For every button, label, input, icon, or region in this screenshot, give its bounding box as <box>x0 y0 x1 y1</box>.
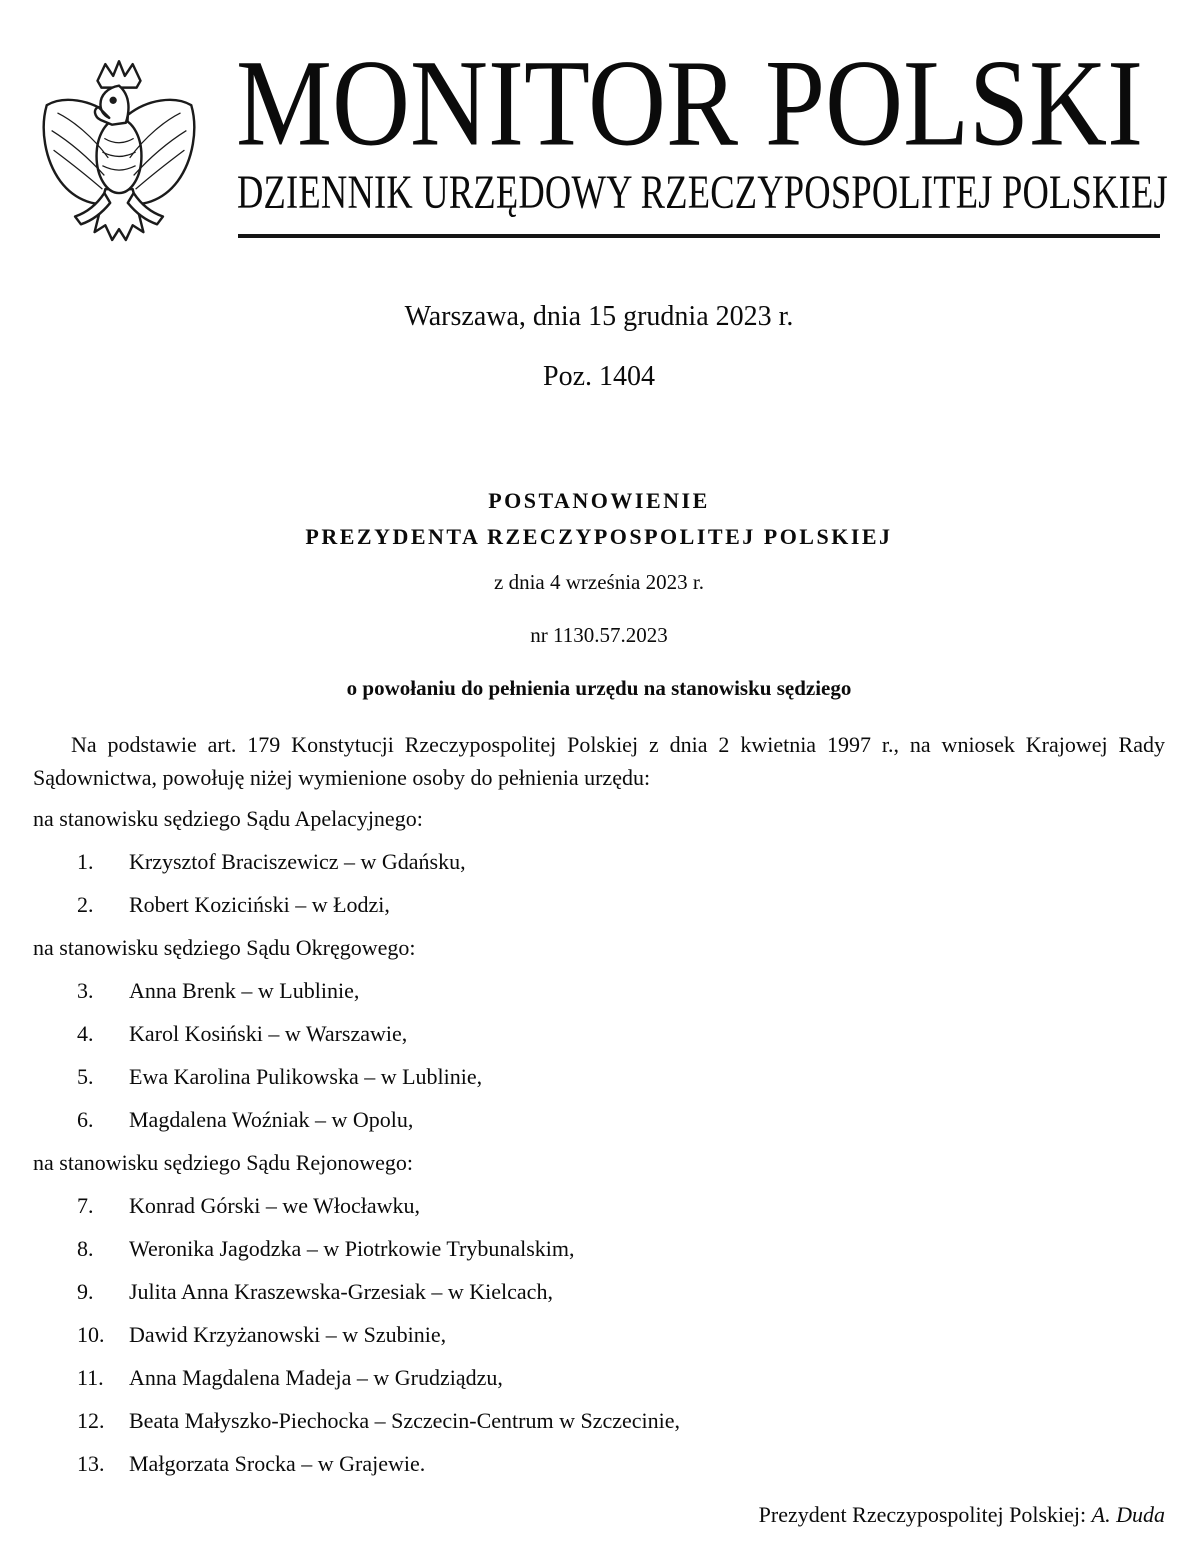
appointee-list <box>33 1194 1165 1476</box>
item-number: 5. <box>77 1064 94 1089</box>
list-item <box>77 1409 1165 1433</box>
polish-eagle-icon <box>36 56 202 252</box>
gazette-title-text: MONITOR POLSKI <box>236 35 1144 172</box>
appointment-section <box>33 936 1165 1132</box>
item-number: 8. <box>77 1236 94 1261</box>
gazette-subtitle <box>237 165 1168 219</box>
masthead-divider <box>238 234 1160 238</box>
item-text: Konrad Górski – we Włocławku, <box>129 1193 421 1218</box>
preamble: Na podstawie art. 179 Konstytucji Rzeczypospolitej Polskiej z dnia 2 kwietnia 1997 r., na wniosek Krajowej Rady Sądownictwa, powołuję niżej wymienione osoby do pełnienia urzędu: <box>33 732 1165 790</box>
list-item <box>77 979 1165 1003</box>
item-text: Anna Magdalena Madeja – w Grudziądzu, <box>129 1365 503 1390</box>
list-item <box>77 1452 1165 1476</box>
list-item <box>77 1237 1165 1261</box>
item-text: Dawid Krzyżanowski – w Szubinie, <box>129 1322 447 1347</box>
signature-label: Prezydent Rzeczypospolitej Polskiej: <box>758 1502 1087 1527</box>
item-number: 7. <box>77 1193 94 1218</box>
act-date: z dnia 4 września 2023 r. <box>494 570 704 594</box>
item-number: 1. <box>77 849 94 874</box>
act-number: nr 1130.57.2023 <box>530 623 668 647</box>
item-text: Weronika Jagodzka – w Piotrkowie Trybunalskim, <box>129 1236 575 1261</box>
item-number: 13. <box>77 1451 105 1476</box>
item-text: Krzysztof Braciszewicz – w Gdańsku, <box>129 849 466 874</box>
item-text: Ewa Karolina Pulikowska – w Lublinie, <box>129 1064 483 1089</box>
appointee-list <box>33 850 1165 917</box>
list-item <box>77 1108 1165 1132</box>
gazette-subtitle-text: DZIENNIK URZĘDOWY RZECZYPOSPOLITEJ POLSKIEJ <box>237 165 1168 219</box>
appointments-body <box>33 807 1165 1495</box>
signature-name: A. Duda <box>1091 1502 1165 1527</box>
section-heading: na stanowisku sędziego Sądu Okręgowego: <box>33 935 416 960</box>
item-number: 10. <box>77 1322 105 1347</box>
appointment-section <box>33 1151 1165 1476</box>
gazette-title <box>236 35 1144 172</box>
act-type-line2: PREZYDENTA RZECZYPOSPOLITEJ POLSKIEJ <box>305 524 893 549</box>
dateline: Warszawa, dnia 15 grudnia 2023 r. <box>404 301 794 332</box>
item-number: 2. <box>77 892 94 917</box>
list-item <box>77 850 1165 874</box>
section-heading: na stanowisku sędziego Sądu Apelacyjnego: <box>33 806 423 831</box>
item-number: 12. <box>77 1408 105 1433</box>
list-item <box>77 1194 1165 1218</box>
item-number: 11. <box>77 1365 104 1390</box>
item-number: 4. <box>77 1021 94 1046</box>
item-number: 6. <box>77 1107 94 1132</box>
section-heading: na stanowisku sędziego Sądu Rejonowego: <box>33 1150 414 1175</box>
item-text: Karol Kosiński – w Warszawie, <box>129 1021 408 1046</box>
position-number: Poz. 1404 <box>543 361 655 392</box>
item-text: Julita Anna Kraszewska-Grzesiak – w Kielcach, <box>129 1279 553 1304</box>
item-text: Beata Małyszko-Piechocka – Szczecin-Centrum w Szczecinie, <box>129 1408 680 1433</box>
list-item <box>77 893 1165 917</box>
act-type-line1: POSTANOWIENIE <box>488 488 710 513</box>
appointee-list <box>33 979 1165 1132</box>
item-text: Małgorzata Srocka – w Grajewie. <box>129 1451 426 1476</box>
signature-line <box>759 1502 1165 1528</box>
act-subject: o powołaniu do pełnienia urzędu na stanowisku sędziego <box>346 676 852 700</box>
list-item <box>77 1065 1165 1089</box>
item-text: Magdalena Woźniak – w Opolu, <box>129 1107 414 1132</box>
list-item <box>77 1366 1165 1390</box>
item-text: Anna Brenk – w Lublinie, <box>129 978 360 1003</box>
appointment-section <box>33 807 1165 917</box>
list-item <box>77 1022 1165 1046</box>
item-number: 9. <box>77 1279 94 1304</box>
list-item <box>77 1280 1165 1304</box>
item-number: 3. <box>77 978 94 1003</box>
list-item <box>77 1323 1165 1347</box>
item-text: Robert Koziciński – w Łodzi, <box>129 892 390 917</box>
